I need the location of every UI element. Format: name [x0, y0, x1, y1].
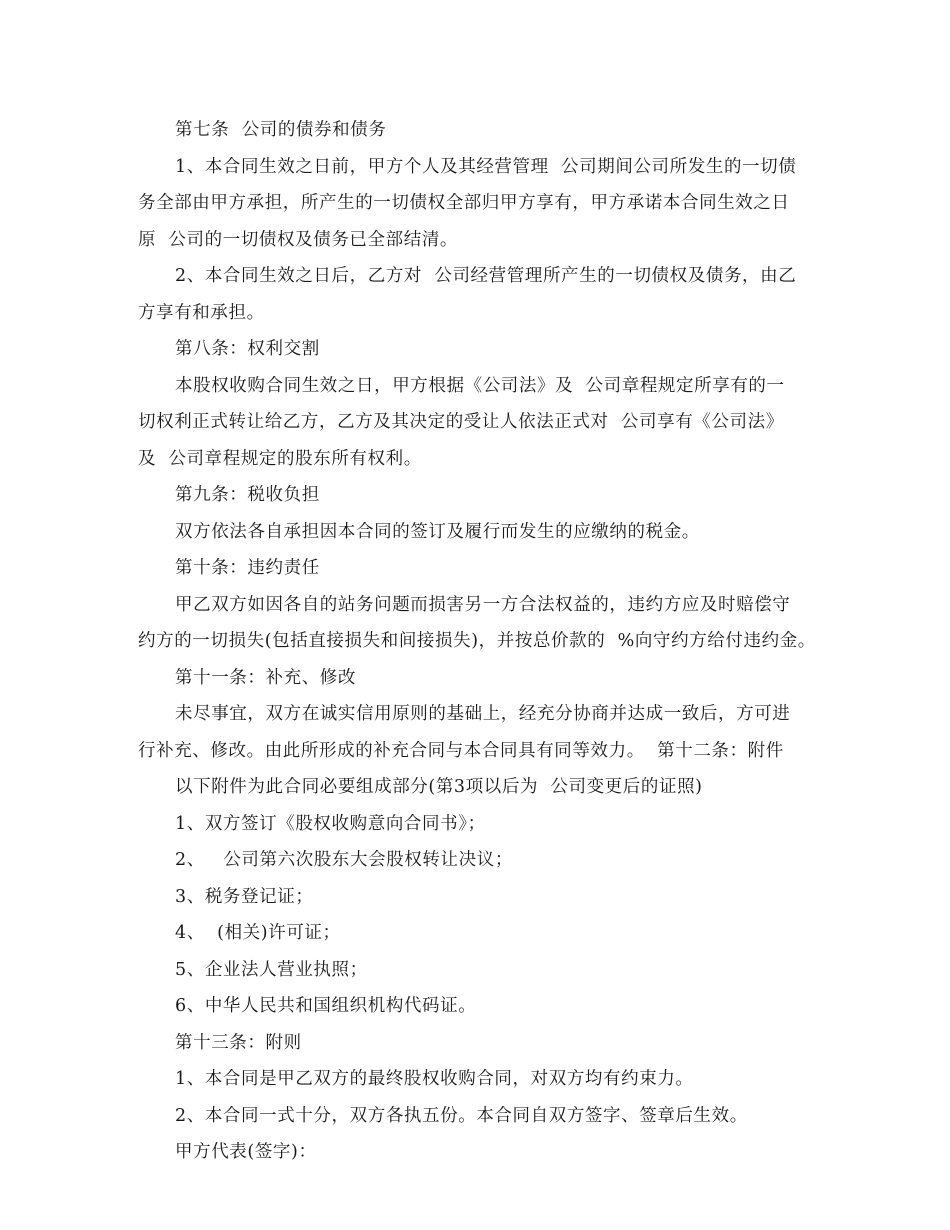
text-line: 3、税务登记证； [175, 886, 314, 907]
text-line: 方享有和承担。 [138, 302, 265, 323]
text-line: 2、本合同生效之日后，乙方对 公司经营管理所产生的一切债权及债务，由乙 [175, 266, 797, 286]
text-line: 甲方代表(签字)： [175, 1142, 317, 1162]
text-line: 约方的一切损失(包括直接损失和间接损失)，并按总价款的 %向守约方给付违约金。 [138, 631, 816, 651]
text-line: 第十条：违约责任 [175, 558, 320, 578]
text-line: 1、双方签订《股权收购意向合同书》； [175, 813, 486, 834]
text-line: 本股权收购合同生效之日，甲方根据《公司法》及 公司章程规定所享有的一 [175, 375, 785, 396]
text-line: 未尽事宜，双方在诚实信用原则的基础上，经充分协商并达成一致后，方可进 [175, 704, 791, 724]
text-line: 行补充、修改。由此所形成的补充合同与本合同具有同等效力。 第十二条：附件 [138, 740, 784, 761]
text-line: 2、 公司第六次股东大会股权转让决议； [175, 850, 513, 870]
text-line: 及 公司章程规定的股东所有权利。 [138, 448, 422, 469]
text-line: 务全部由甲方承担，所产生的一切债权全部归甲方享有，甲方承诺本合同生效之日 [138, 193, 790, 213]
text-line: 第八条：权利交割 [175, 339, 320, 359]
text-line: 原 公司的一切债权及债务已全部结清。 [138, 229, 459, 250]
contract-page [138, 112, 828, 1171]
text-line: 5、企业法人营业执照； [175, 959, 368, 980]
text-line: 切权利正式转让给乙方，乙方及其决定的受让人依法正式对 公司享有《公司法》 [138, 412, 784, 432]
text-line: 双方依法各自承担因本合同的签订及履行而发生的应缴纳的税金。 [175, 521, 700, 542]
text-line: 甲乙双方如因各自的站务问题而损害另一方合法权益的，违约方应及时赔偿守 [175, 594, 791, 615]
text-line: 1、本合同是甲乙双方的最终股权收购合同，对双方均有约束力。 [175, 1069, 694, 1089]
text-line: 第七条 公司的债券和债务 [175, 120, 387, 140]
text-line: 第十一条：补充、修改 [175, 667, 356, 688]
text-line: 以下附件为此合同必要组成部分(第3项以后为 公司变更后的证照) [175, 777, 703, 797]
text-line: 2、本合同一式十分，双方各执五份。本合同自双方签字、签章后生效。 [175, 1105, 748, 1126]
text-line: 6、中华人民共和国组织机构代码证。 [175, 996, 477, 1016]
text-line: 1、本合同生效之日前，甲方个人及其经营管理 公司期间公司所发生的一切债 [175, 156, 797, 177]
text-line: 4、 (相关)许可证； [175, 923, 341, 943]
text-line: 第十三条：附则 [175, 1032, 302, 1053]
text-line: 第九条：税收负担 [175, 485, 320, 505]
